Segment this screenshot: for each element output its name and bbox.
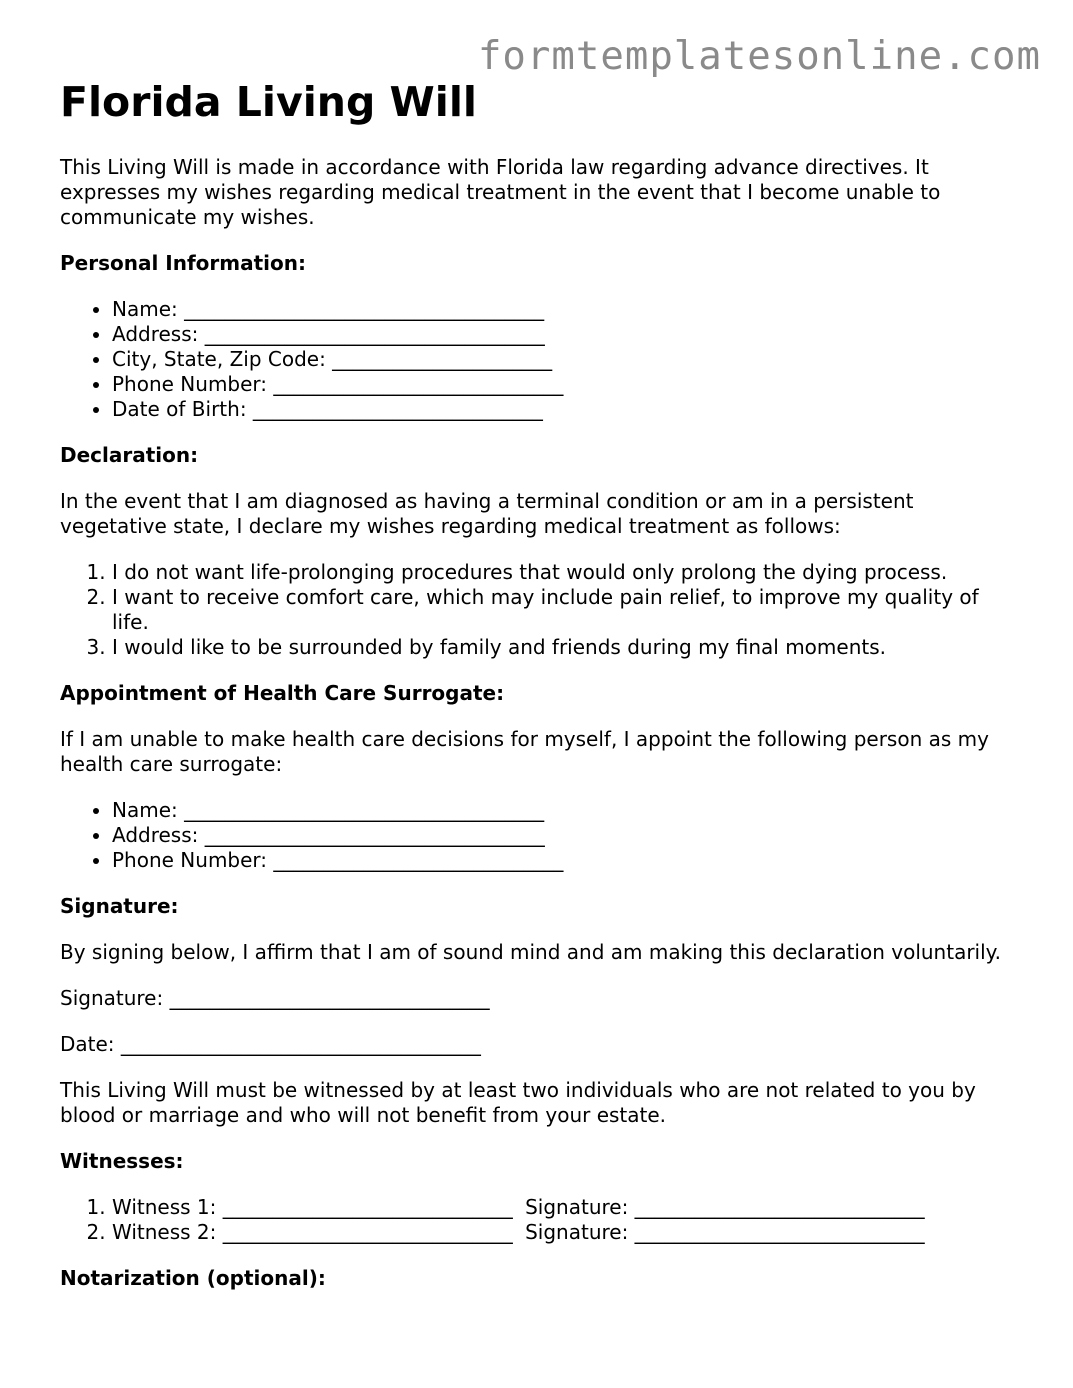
date-field[interactable]: Date: ____________________________________ <box>60 1032 481 1056</box>
personal-info-list <box>60 297 1020 422</box>
signature-field[interactable]: Signature: ________________________________ <box>60 986 490 1010</box>
witness-2-signature-field[interactable]: Signature: _____________________________ <box>525 1220 925 1244</box>
declaration-item: 1. I do not want life-prolonging procedures that would only prolong the dying process. <box>112 560 1020 585</box>
surrogate-name-field[interactable]: • Name: ____________________________________ <box>112 798 1020 823</box>
personal-info-phone-field[interactable]: • Phone Number: _____________________________ <box>112 372 1020 397</box>
declaration-item: 3. I would like to be surrounded by family and friends during my final moments. <box>112 635 1020 660</box>
witness-1-name-field[interactable]: Witness 1: _____________________________ <box>112 1195 513 1219</box>
declaration-heading: Declaration: <box>60 443 199 467</box>
document-body <box>60 76 1020 1291</box>
witness-row <box>112 1220 1020 1245</box>
page-title: Florida Living Will <box>60 78 477 126</box>
witnesses-heading: Witnesses: <box>60 1149 184 1173</box>
declaration-item: 2. I want to receive comfort care, which may include pain relief, to improve my quality of life. <box>112 585 1020 635</box>
declaration-list <box>60 560 1020 660</box>
personal-info-name-field[interactable]: • Name: ____________________________________ <box>112 297 1020 322</box>
surrogate-heading: Appointment of Health Care Surrogate: <box>60 681 505 705</box>
personal-info-address-field[interactable]: • Address: __________________________________ <box>112 322 1020 347</box>
signature-paragraph: By signing below, I affirm that I am of sound mind and am making this declaration voluntarily. <box>60 940 1002 964</box>
personal-info-city-state-zip-field[interactable]: • City, State, Zip Code: ______________________ <box>112 347 1020 372</box>
personal-info-heading: Personal Information: <box>60 251 306 275</box>
witnesses-list <box>60 1195 1020 1245</box>
witness-2-name-field[interactable]: Witness 2: _____________________________ <box>112 1220 513 1244</box>
surrogate-phone-field[interactable]: • Phone Number: _____________________________ <box>112 848 1020 873</box>
intro-paragraph: This Living Will is made in accordance with Florida law regarding advance directives. It expresses my wishes regarding medical treatment in the event that I become unable to communicate my wishes. <box>60 155 941 229</box>
notarization-heading: Notarization (optional): <box>60 1266 326 1290</box>
declaration-paragraph: In the event that I am diagnosed as having a terminal condition or am in a persistent vegetative state, I declare my wishes regarding medical treatment as follows: <box>60 489 914 538</box>
signature-heading: Signature: <box>60 894 179 918</box>
surrogate-paragraph: If I am unable to make health care decisions for myself, I appoint the following person as my health care surrogate: <box>60 727 989 776</box>
personal-info-dob-field[interactable]: • Date of Birth: _____________________________ <box>112 397 1020 422</box>
surrogate-list <box>60 798 1020 873</box>
surrogate-address-field[interactable]: • Address: __________________________________ <box>112 823 1020 848</box>
witness-row <box>112 1195 1020 1220</box>
witness-note-paragraph: This Living Will must be witnessed by at least two individuals who are not related to you by blood or marriage and who will not benefit from your estate. <box>60 1078 976 1127</box>
watermark: formtemplatesonline.com <box>477 34 1041 79</box>
witness-1-signature-field[interactable]: Signature: _____________________________ <box>525 1195 925 1219</box>
